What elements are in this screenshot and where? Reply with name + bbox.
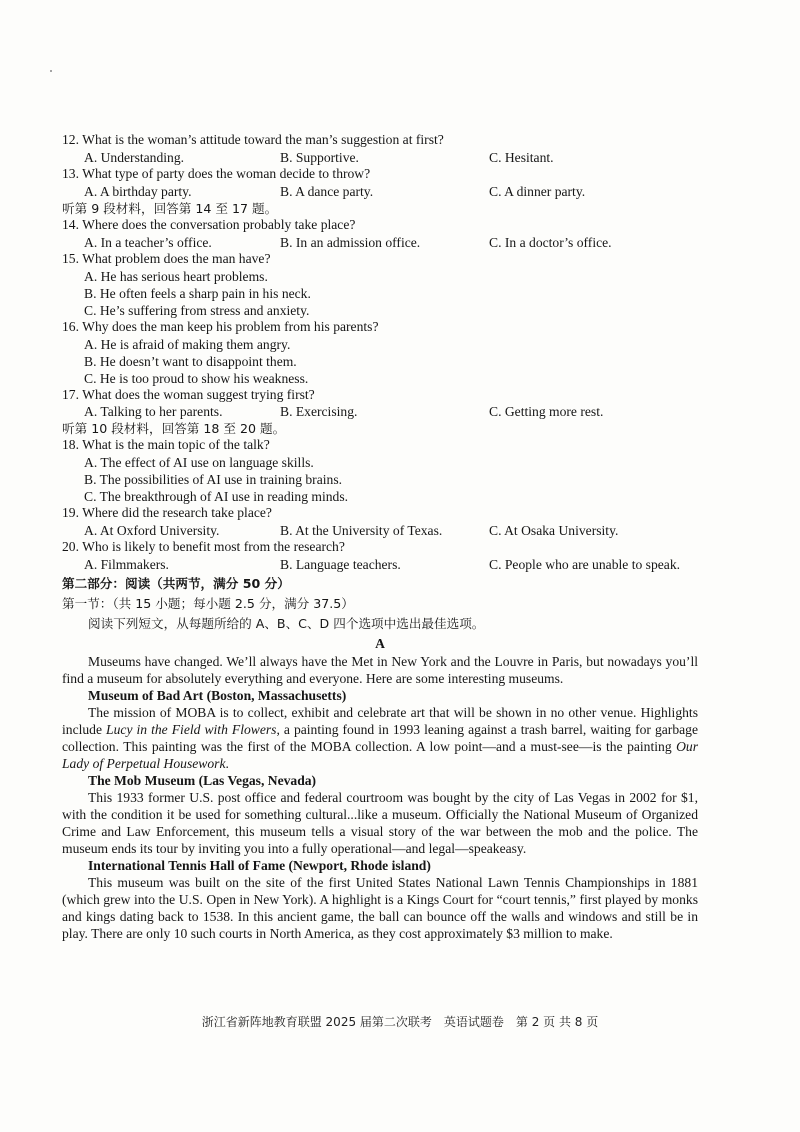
option-c: C. Hesitant. xyxy=(489,149,554,165)
moba-paragraph xyxy=(62,704,698,772)
option-a: A. Talking to her parents. xyxy=(84,404,223,420)
question-17-options xyxy=(62,403,698,420)
option-a: A. He has serious heart problems. xyxy=(84,268,268,284)
scan-speck xyxy=(50,70,52,72)
listening-instruction-10: 听第 10 段材料，回答第 18 至 20 题。 xyxy=(62,421,286,437)
moba-text-3: . xyxy=(225,756,229,772)
option-a: A. He is afraid of making them angry. xyxy=(84,336,291,352)
option-b: B. A dance party. xyxy=(280,183,374,199)
option-c: C. People who are unable to speak. xyxy=(489,557,681,573)
option-c: C. Getting more rest. xyxy=(489,404,604,420)
moba-text-1: The mission of MOBA is to collect, exhibit and celebrate art that will be shown in no other venue. Highlights include xyxy=(62,705,698,738)
option-b: B. He doesn’t want to disappoint them. xyxy=(84,353,297,369)
option-c: C. In a doctor’s office. xyxy=(489,234,612,250)
question-20-stem: 20. Who is likely to benefit most from the research? xyxy=(62,539,345,555)
moba-text-2: , a painting found in 1993 leaning against a trash barrel, waiting for garbage collection. This painting was the first of the MOBA collection. A low point—and a must-see—is the painting xyxy=(62,722,698,755)
option-b: B. At the University of Texas. xyxy=(280,523,443,539)
option-b: B. Supportive. xyxy=(280,149,359,165)
tennis-hall-paragraph: This museum was built on the site of the first United States National Lawn Tennis Championships in 1881 (which grew into the U.S. Open in New York). A highlight is a Kings Court for “court tennis,” first played by monks and kings dating back to 1538. In this ancient game, the ball can bounce off the walls and windows and still be in play. There are only 10 such courts in North America, as they cost approximately $3 million to make. xyxy=(62,875,698,942)
question-18-stem: 18. What is the main topic of the talk? xyxy=(62,437,270,453)
question-17-stem: 17. What does the woman suggest trying first? xyxy=(62,386,315,402)
option-c: C. He’s suffering from stress and anxiety. xyxy=(84,302,310,318)
mob-museum-title: The Mob Museum (Las Vegas, Nevada) xyxy=(88,773,317,789)
passage-letter: A xyxy=(375,636,385,652)
option-b: B. In an admission office. xyxy=(280,234,421,250)
moba-title: Museum of Bad Art (Boston, Massachusetts) xyxy=(88,688,347,704)
question-19-options xyxy=(62,522,698,539)
option-a: A. The effect of AI use on language skills. xyxy=(84,455,314,471)
option-c: C. A dinner party. xyxy=(489,183,586,199)
option-a: A. In a teacher’s office. xyxy=(84,234,212,250)
option-a: A. A birthday party. xyxy=(84,183,192,199)
exam-page xyxy=(62,132,698,942)
question-14-options xyxy=(62,234,698,251)
reading-instruction: 阅读下列短文，从每题所给的 A、B、C、D 四个选项中选出最佳选项。 xyxy=(88,616,485,632)
question-16-stem: 16. Why does the man keep his problem from his parents? xyxy=(62,318,379,334)
tennis-hall-title: International Tennis Hall of Fame (Newport, Rhode island) xyxy=(88,858,431,874)
option-b: B. The possibilities of AI use in training brains. xyxy=(84,472,343,488)
question-14-stem: 14. Where does the conversation probably take place? xyxy=(62,216,356,232)
option-a: A. Filmmakers. xyxy=(84,557,169,573)
question-20-options xyxy=(62,556,698,573)
option-c: C. He is too proud to show his weakness. xyxy=(84,370,309,386)
section-one-heading: 第一节：（共 15 小题；每小题 2.5 分，满分 37.5） xyxy=(62,596,354,612)
option-b: B. He often feels a sharp pain in his neck. xyxy=(84,285,311,301)
passage-intro: Museums have changed. We’ll always have the Met in New York and the Louvre in Paris, but nowadays you’ll find a museum for absolutely everything and everyone. Here are some interesting museums. xyxy=(62,654,698,687)
question-13-options xyxy=(62,183,698,200)
option-c: C. At Osaka University. xyxy=(489,523,619,539)
question-19-stem: 19. Where did the research take place? xyxy=(62,505,272,521)
moba-artwork-1: Lucy in the Field with Flowers xyxy=(106,722,277,738)
part-two-heading: 第二部分：阅读（共两节，满分 50 分） xyxy=(62,576,290,592)
question-12-options xyxy=(62,149,698,166)
question-13-stem: 13. What type of party does the woman decide to throw? xyxy=(62,165,371,181)
moba-artwork-2: Our Lady of Perpetual Housework xyxy=(62,739,698,772)
option-c: C. The breakthrough of AI use in reading minds. xyxy=(84,489,349,505)
option-b: B. Exercising. xyxy=(280,404,358,420)
question-15-stem: 15. What problem does the man have? xyxy=(62,250,271,266)
mob-museum-paragraph: This 1933 former U.S. post office and federal courtroom was bought by the city of Las Vegas in 2002 for $1, with the condition it be used for something cultural...like a museum. Officially the National Museum of Organized Crime and Law Enforcement, this museum tells a visual story of the war between the mob and the police. The museum ends its tour by inviting you into a fully operational—and legal—speakeasy. xyxy=(62,790,698,857)
option-a: A. At Oxford University. xyxy=(84,523,220,539)
listening-instruction-9: 听第 9 段材料，回答第 14 至 17 题。 xyxy=(62,200,278,216)
page-footer: 浙江省新阵地教育联盟 2025 届第二次联考 英语试题卷 第 2 页 共 8 页 xyxy=(201,1015,599,1029)
option-a: A. Understanding. xyxy=(84,149,185,165)
option-b: B. Language teachers. xyxy=(280,557,401,573)
question-12-stem: 12. What is the woman’s attitude toward the man’s suggestion at first? xyxy=(62,132,444,147)
